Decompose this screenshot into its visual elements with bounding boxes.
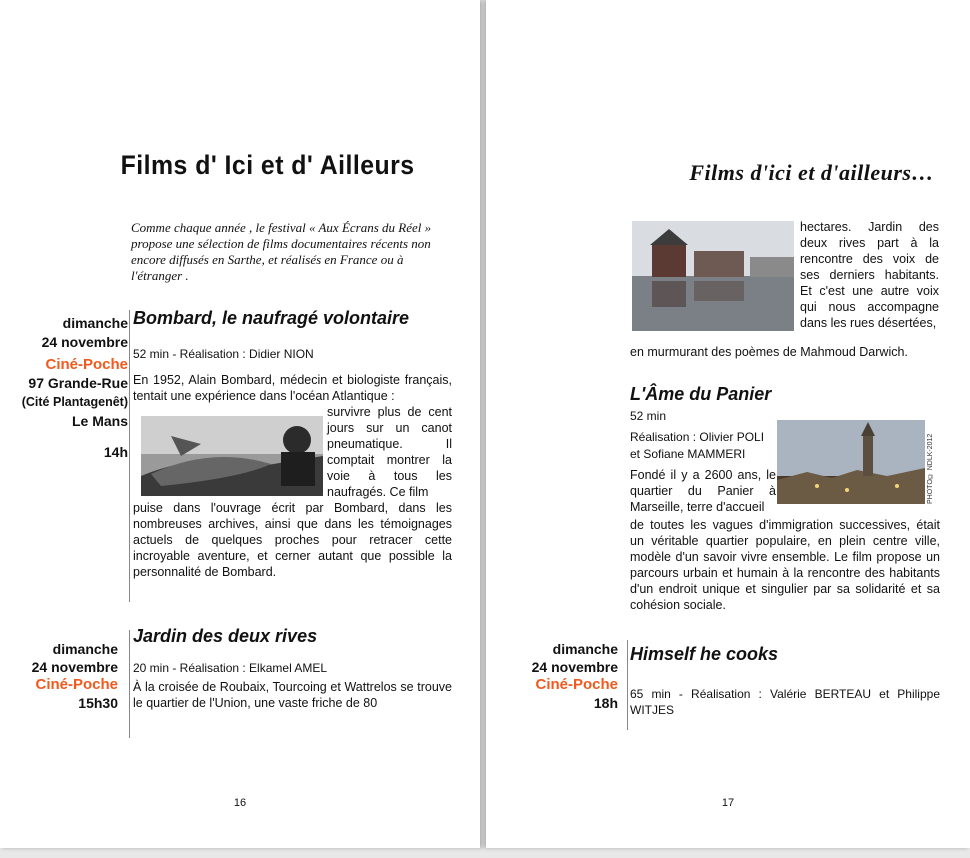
venue-district: (Cité Plantagenêt) — [21, 395, 128, 409]
screening-info-himself — [496, 640, 618, 712]
vertical-rule — [129, 630, 130, 738]
film-title: Bombard, le naufragé volontaire — [133, 308, 410, 328]
screening-day: dimanche — [62, 315, 128, 331]
page-title: Films d'ici et d'ailleurs… — [689, 160, 934, 185]
film-meta: 52 min - Réalisation : Didier NION — [133, 347, 314, 361]
screening-info-jardin — [0, 640, 118, 712]
film-meta: 20 min - Réalisation : Elkamel AMEL — [133, 661, 328, 675]
screening-venue: Ciné-Poche — [535, 676, 618, 693]
screening-info-bombard — [6, 314, 128, 462]
venue-city: Le Mans — [71, 413, 128, 429]
screening-date: 24 novembre — [31, 659, 118, 675]
bombard-photo — [141, 416, 323, 496]
film-title: L'Âme du Panier — [630, 384, 772, 404]
screening-day: dimanche — [52, 641, 118, 657]
screening-time: 15h30 — [78, 695, 118, 711]
film-description-wrap: Fondé il y a 2600 ans, le quartier du Panier à Marseille, terre d'accueil — [630, 468, 776, 514]
panier-photo — [777, 420, 925, 504]
film-description-wrap: hectares. Jardin des deux rives part à la rencontre des voix de ses derniers habitants. Et c'est une autre voix qui nous accompagne dans les rues désertées, — [800, 220, 939, 330]
right-page — [486, 0, 970, 848]
film-title: Jardin des deux rives — [133, 626, 318, 646]
screening-date: 24 novembre — [41, 334, 128, 350]
film-duration: 52 min — [630, 409, 667, 423]
film-description-cont: en murmurant des poèmes de Mahmoud Darwich. — [630, 345, 908, 359]
film-description-wrap: survivre plus de cent jours sur un canot pneumatique. Il comptait montrer la voie à tous les naufragés. Ce film — [327, 405, 452, 499]
screening-day: dimanche — [552, 641, 618, 657]
page-number: 16 — [233, 797, 247, 809]
screening-date: 24 novembre — [531, 659, 618, 675]
photo-credit: PHOTO© NDLK-2012 — [927, 433, 934, 504]
film-description-cont: puise dans l'ouvrage écrit par Bombard, dans les nombreuses archives, ainsi que dans les témoignages actuels de quelques proches pour retracer cette incroyable aventure, et cerner autant que possible la personnalité de Bombard. — [133, 501, 452, 579]
intro-text: Comme chaque année , le festival « Aux Écrans du Réel » propose une sélection de films documentaires récents non encore diffusés en Sarthe, et réalisés en France ou à l'étranger . — [131, 220, 432, 283]
screening-venue: Ciné-Poche — [45, 356, 128, 373]
vertical-rule — [129, 310, 130, 602]
film-description-cont: de toutes les vagues d'immigration successives, était un véritable quartier populaire, en plein centre ville, modèle d'un savoir vivre ensemble. Le film propose un parcours urbain et humain à la rencontre des habitants d'un endroit unique et singulier par sa solidarité et sa cohésion sociale. — [630, 518, 940, 612]
left-page — [0, 0, 480, 848]
screening-venue: Ciné-Poche — [35, 676, 118, 693]
film-description: À la croisée de Roubaix, Tourcoing et Wattrelos se trouve le quartier de l'Union, une vaste friche de 80 — [133, 680, 452, 710]
screening-time: 14h — [103, 444, 128, 460]
venue-address: 97 Grande-Rue — [28, 375, 128, 391]
screening-time: 18h — [593, 695, 618, 711]
film-description: En 1952, Alain Bombard, médecin et biologiste français, tentait une expérience dans l'océan Atlantique : — [133, 373, 452, 403]
film-meta: 65 min - Réalisation : Valérie BERTEAU et Philippe WITJES — [630, 687, 940, 717]
page-number: 17 — [721, 797, 735, 809]
page-title: Films d' Ici et d' Ailleurs — [120, 150, 415, 180]
vertical-rule — [627, 640, 628, 730]
film-title: Himself he cooks — [630, 644, 779, 664]
jardin-photo — [632, 221, 794, 331]
film-director-cont: et Sofiane MAMMERI — [630, 447, 746, 461]
film-director: Réalisation : Olivier POLI — [630, 430, 765, 444]
